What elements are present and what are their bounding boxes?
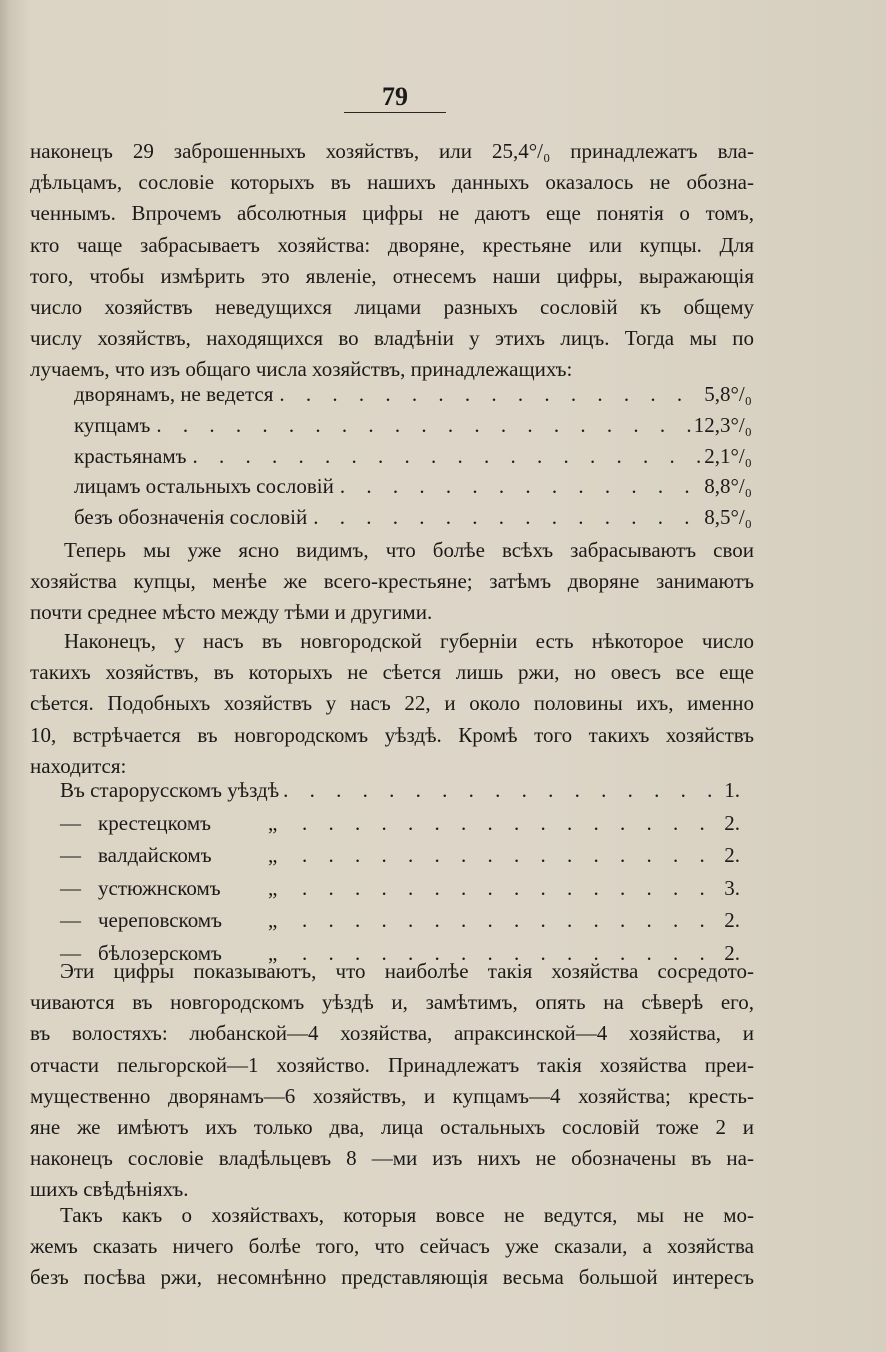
ditto-mark: „ (268, 875, 278, 900)
list-item-value: 12,3°/₀ (693, 412, 752, 437)
text-line: чиваются въ новгородскомъ уѣздѣ и, замѣтимъ, опять на сѣверѣ его, (30, 990, 754, 1015)
list-item-value: 1. (724, 778, 740, 802)
ditto-mark: „ (268, 940, 278, 965)
list-item (60, 843, 740, 876)
text-line: сѣется. Подобныхъ хозяйствъ у насъ 22, и около половины ихъ, именно (30, 691, 754, 716)
list-item (74, 505, 752, 536)
text-line: того, чтобы измѣрить это явленіе, отнесемъ наши цифры, выражающія (30, 263, 754, 288)
text-line: хозяйства купцы, менѣе же всего-крестьяне; затѣмъ дворяне занимаютъ (30, 569, 754, 594)
text-line: Теперь мы уже ясно видимъ, что болѣе всѣхъ забрасываютъ свои (64, 538, 754, 562)
paragraph-1 (30, 136, 754, 386)
list-item-value: 2. (724, 843, 740, 868)
dot-leader (298, 876, 724, 901)
list-item-label: крестецкомъ (98, 810, 211, 835)
ditto-dash: — (60, 810, 81, 835)
text-line: число хозяйствъ неведущихся лицами разныхъ сословій къ общему (30, 294, 754, 319)
ditto-dash: — (60, 875, 81, 900)
text-line: Эти цифры показываютъ, что наиболѣе такія хозяйства сосредото- (60, 959, 754, 983)
list-item-label: устюжнскомъ (98, 875, 221, 900)
list-item (60, 811, 740, 844)
text-line: наконецъ 29 заброшенныхъ хозяйствъ, или 25,4°/₀ принадлежатъ вла- (30, 139, 754, 163)
list-item-label: дворянамъ, не ведется (74, 382, 274, 406)
header-rule (344, 112, 446, 113)
list-item-label: крастьянамъ (74, 443, 187, 468)
dot-leader (298, 811, 724, 836)
list-item (74, 382, 752, 413)
paragraph-3 (30, 626, 754, 782)
text-line: Такъ какъ о хозяйствахъ, которыя вовсе не ведутся, мы не мо- (60, 1203, 754, 1227)
list-item-label: бѣлозерскомъ (98, 940, 222, 965)
list-item (74, 474, 752, 505)
text-line: въ волостяхъ: любанской—4 хозяйства, апраксинской—4 хозяйства, и (30, 1021, 754, 1046)
text-line: такихъ хозяйствъ, въ которыхъ не сѣется лишь ржи, но овесъ все еще (30, 660, 754, 685)
text-line: числу хозяйствъ, находящихся во владѣніи у этихъ лицъ. Тогда мы по (30, 326, 754, 351)
list-item-label: валдайскомъ (98, 843, 212, 868)
list-item-value: 2. (724, 810, 740, 835)
text-line: лучаемъ, что изъ общаго числа хозяйствъ, принадлежащихъ: (30, 357, 573, 382)
dot-leader (186, 444, 704, 469)
list-item-value: 8,5°/₀ (704, 505, 752, 530)
ditto-dash: — (60, 843, 81, 868)
ditto-dash: — (60, 908, 81, 933)
text-line: кто чаще забрасываетъ хозяйства: дворяне, крестьяне или купцы. Для (30, 232, 754, 257)
text-line: шихъ свѣдѣніяхъ. (30, 1177, 189, 1202)
list-item-value: 2. (724, 940, 740, 965)
ditto-mark: „ (268, 843, 278, 868)
text-line: наконецъ сословіе владѣльцевъ 8 —ми изъ нихъ не обозначены въ на- (30, 1146, 754, 1171)
dot-leader (298, 843, 724, 868)
dot-leader (334, 474, 704, 499)
text-line: 10, встрѣчается въ новгородскомъ уѣздѣ. Кромѣ того такихъ хозяйствъ (30, 722, 754, 747)
ditto-dash: — (60, 940, 81, 965)
dot-leader (273, 382, 704, 407)
list-item-value: 2. (724, 908, 740, 933)
list-item-value: 2,1°/₀ (704, 443, 752, 468)
text-line: мущественно дворянамъ—6 хозяйствъ, и купцамъ—4 хозяйства; кресть- (30, 1083, 754, 1108)
estate-class-percent-list (74, 382, 752, 536)
text-line: яне же имѣютъ ихъ только два, лица остальныхъ сословій тоже 2 и (30, 1114, 754, 1139)
list-item-value: 8,8°/₀ (704, 474, 752, 499)
text-line: жемъ сказать ничего болѣе того, что сейчасъ уже сказали, а хозяйства (30, 1234, 754, 1259)
list-item (74, 413, 752, 444)
list-item-label: Въ старорусскомъ уѣздѣ (60, 778, 280, 802)
list-item (60, 778, 740, 811)
list-item (60, 876, 740, 909)
text-line: ченнымъ. Впрочемъ абсолютныя цифры не даютъ еще понятія о томъ, (30, 201, 754, 226)
list-item-value: 3. (724, 875, 740, 900)
paragraph-4 (30, 956, 754, 1206)
list-item-label: лицамъ остальныхъ сословій (74, 474, 334, 499)
text-line: отчасти пельгорской—1 хозяйство. Принадлежатъ такія хозяйства преи- (30, 1052, 754, 1077)
ditto-mark: „ (268, 908, 278, 933)
list-item-label: безъ обозначенія сословій (74, 505, 308, 530)
dot-leader (150, 413, 693, 438)
text-line: дѣльцамъ, сословіе которыхъ въ нашихъ данныхъ оказалось не обозна- (30, 170, 754, 195)
text-line: Наконецъ, у насъ въ новгородской губерніи есть нѣкоторое число (64, 629, 754, 653)
list-item (60, 908, 740, 941)
paragraph-5 (30, 1200, 754, 1294)
dot-leader (279, 778, 724, 803)
paragraph-2 (30, 535, 754, 629)
dot-leader (298, 908, 724, 933)
page-number: 79 (382, 82, 408, 111)
list-item-label: череповскомъ (98, 908, 222, 933)
list-item-label: купцамъ (74, 412, 151, 437)
text-line: почти среднее мѣсто между тѣми и другими. (30, 600, 433, 625)
dot-leader (307, 505, 704, 530)
text-line: находится: (30, 753, 127, 778)
list-item (74, 444, 752, 475)
list-item-value: 5,8°/₀ (704, 382, 752, 406)
text-line: безъ посѣва ржи, несомнѣнно представляющія весьма большой интересъ (30, 1265, 754, 1290)
ditto-mark: „ (268, 810, 278, 835)
district-count-list (60, 778, 740, 974)
